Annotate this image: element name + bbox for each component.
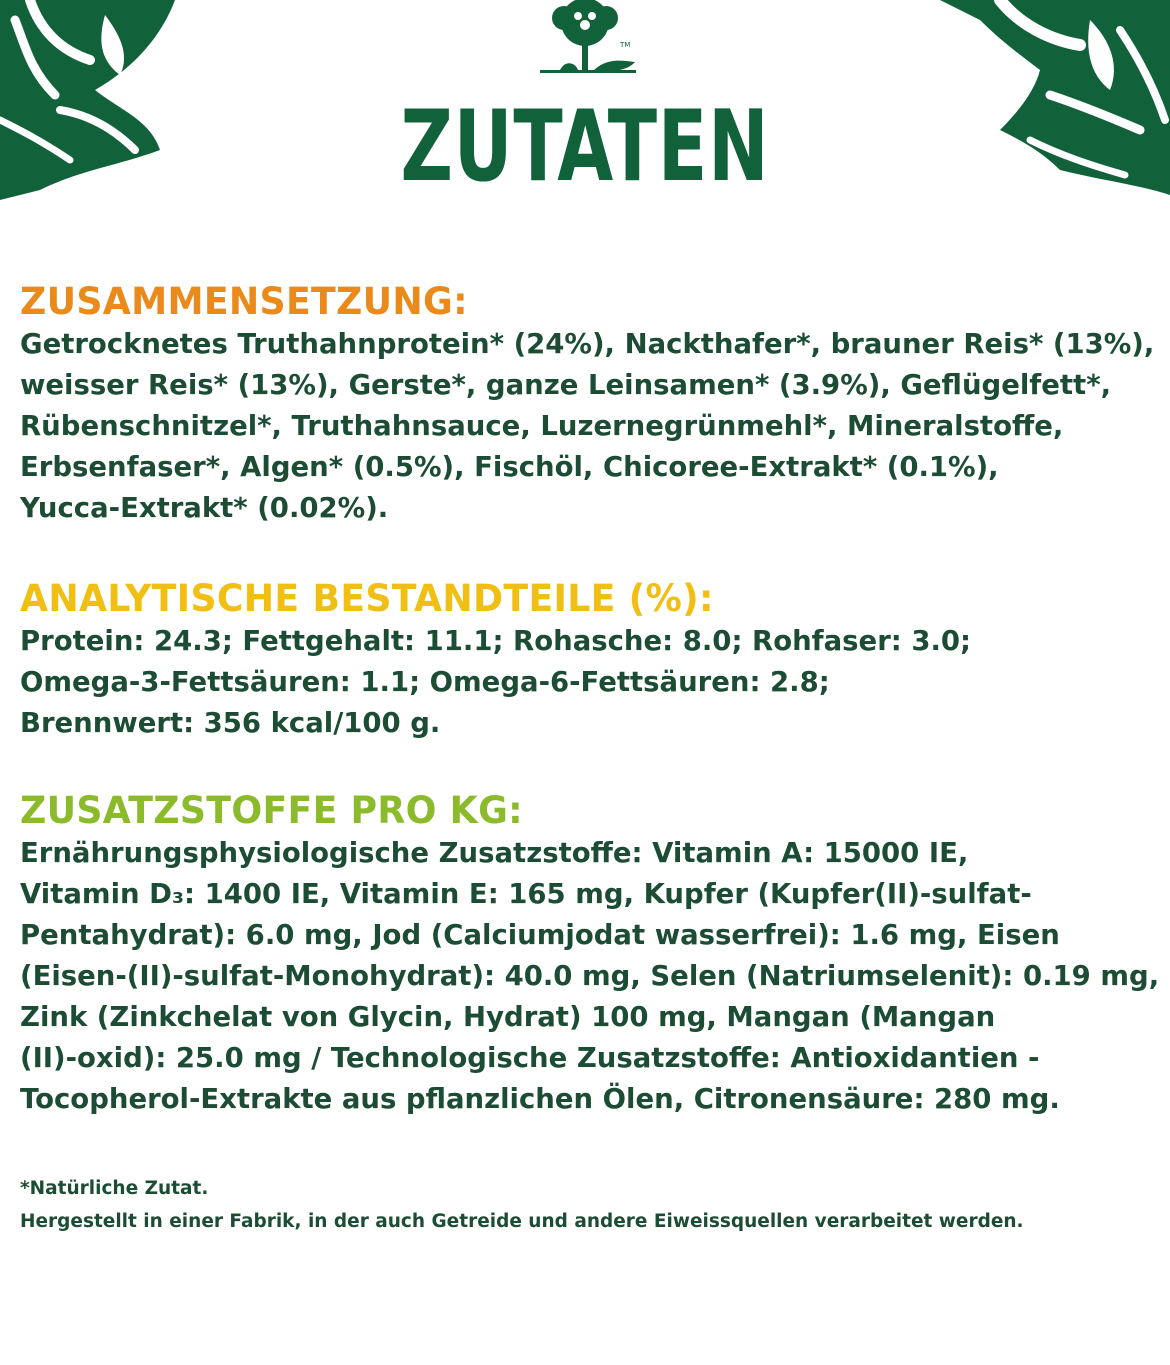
additives-line: (Eisen-(II)-sulfat-Monohydrat): 40.0 mg, Selen (Natriumselenit): 0.19 mg, — [20, 960, 1160, 992]
composition-line: Erbsenfaser*, Algen* (0.5%), Fischöl, Chicoree-Extrakt* (0.1%), — [20, 451, 999, 483]
composition-line: weisser Reis* (13%), Gerste*, ganze Leinsamen* (3.9%), Geflügelfett*, — [20, 369, 1112, 401]
composition-section — [20, 280, 1160, 529]
additives-heading: ZUSATZSTOFFE PRO KG: — [20, 789, 523, 832]
analytical-line: Omega-3-Fettsäuren: 1.1; Omega-6-Fettsäuren: 2.8; — [20, 666, 830, 698]
composition-line: Yucca-Extrakt* (0.02%). — [20, 492, 389, 524]
tree-with-cat-and-dog-logo — [520, 0, 650, 82]
analytical-section — [20, 577, 1160, 744]
additives-line: Pentahydrat): 6.0 mg, Jod (Calciumjodat wasserfrei): 1.6 mg, Eisen — [20, 919, 1060, 951]
additives-section — [20, 789, 1160, 1120]
footnote: *Natürliche Zutat. — [20, 1178, 209, 1199]
disclaimer: Hergestellt in einer Fabrik, in der auch Getreide und andere Eiweissquellen verarbeitet werden. — [20, 1211, 1024, 1232]
composition-line: Getrocknetes Truthahnprotein* (24%), Nackthafer*, brauner Reis* (13%), — [20, 328, 1155, 360]
analytical-line: Protein: 24.3; Fettgehalt: 11.1; Rohasche: 8.0; Rohfaser: 3.0; — [20, 625, 972, 657]
composition-line: Rübenschnitzel*, Truthahnsauce, Luzernegrünmehl*, Mineralstoffe, — [20, 410, 1064, 442]
additives-line: Ernährungsphysiologische Zusatzstoffe: Vitamin A: 15000 IE, — [20, 837, 969, 869]
analytical-heading: ANALYTISCHE BESTANDTEILE (%): — [20, 577, 714, 620]
analytical-line: Brennwert: 356 kcal/100 g. — [20, 707, 441, 739]
additives-line: Tocopherol-Extrakte aus pflanzlichen Ölen, Citronensäure: 280 mg. — [20, 1083, 1060, 1115]
additives-line: Vitamin D₃: 1400 IE, Vitamin E: 165 mg, Kupfer (Kupfer(II)-sulfat- — [20, 878, 1032, 910]
composition-heading: ZUSAMMENSETZUNG: — [20, 280, 468, 323]
additives-line: Zink (Zinkchelat von Glycin, Hydrat) 100 mg, Mangan (Mangan — [20, 1001, 996, 1033]
page-title: ZUTATEN — [400, 90, 770, 204]
trademark-mark: TM — [620, 41, 631, 49]
additives-line: (II)-oxid): 25.0 mg / Technologische Zusatzstoffe: Antioxidantien - — [20, 1042, 1040, 1074]
